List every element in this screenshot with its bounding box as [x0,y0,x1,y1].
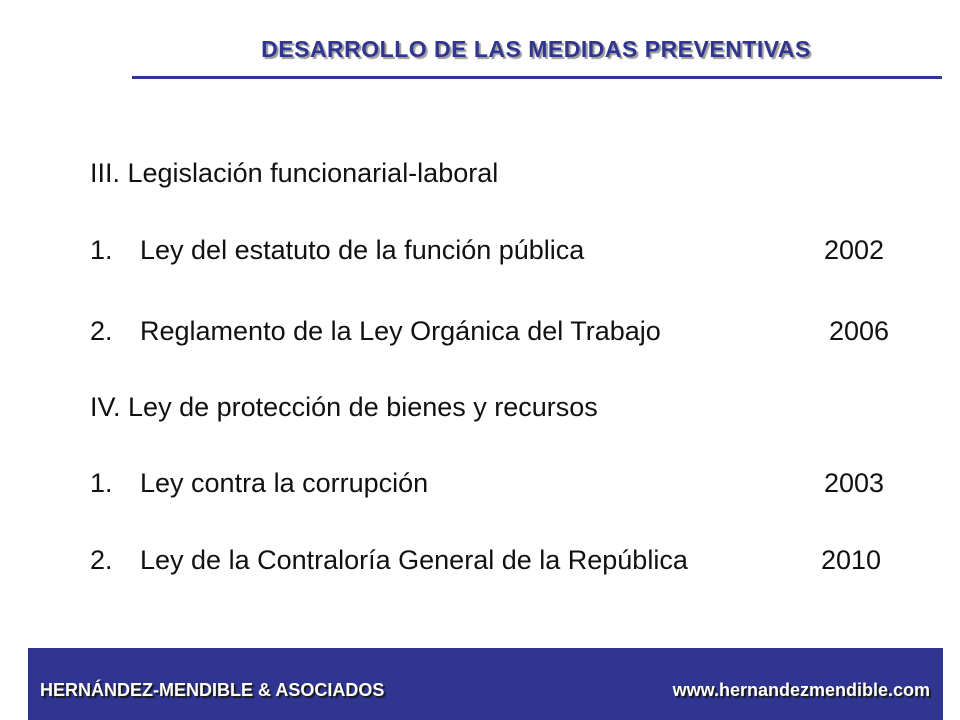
list-item [90,230,910,270]
section-heading: IV. Ley de protección de bienes y recursos [90,392,598,422]
item-number: 1. [90,468,113,498]
item-year: 2002 [824,235,885,265]
item-number: 2. [90,316,113,346]
item-label: Reglamento de la Ley Orgánica del Trabajo [140,316,661,346]
firm-name: HERNÁNDEZ-MENDIBLE & ASOCIADOS [40,680,385,700]
item-year: 2010 [821,545,882,575]
list-item [90,540,910,580]
item-number: 2. [90,545,113,575]
list-item [90,463,910,503]
item-label: Ley de la Contraloría General de la República [140,545,688,575]
slide-title: DESARROLLO DE LAS MEDIDAS PREVENTIVAS [261,36,811,62]
item-year: 2003 [824,468,885,498]
item-number: 1. [90,235,113,265]
website-link[interactable]: www.hernandezmendible.com [672,680,930,700]
item-label: Ley contra la corrupción [140,468,429,498]
footer-bar [28,648,943,720]
item-year: 2006 [829,316,890,346]
section-heading: III. Legislación funcionarial-laboral [90,158,499,188]
list-item [90,311,910,351]
item-label: Ley del estatuto de la función pública [140,235,585,265]
